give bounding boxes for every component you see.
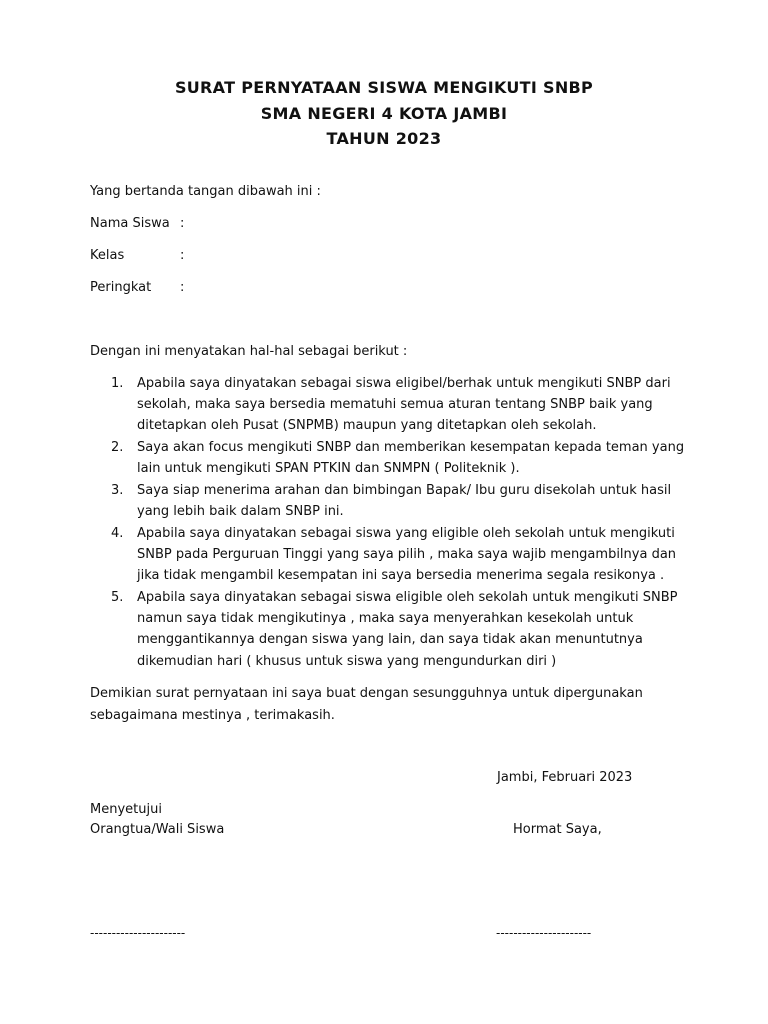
list-item-line: Saya siap menerima arahan dan bimbingan Bapak/ Ibu guru disekolah untuk hasil bbox=[137, 483, 672, 498]
closing-line: sebagaimana mestinya , terimakasih. bbox=[90, 708, 335, 723]
closing-line: Demikian surat pernyataan ini saya buat dengan sesungguhnya untuk dipergunakan bbox=[90, 686, 643, 701]
list-item-line: lain untuk mengikuti SPAN PTKIN dan SNMPN ( Politeknik ). bbox=[137, 461, 520, 476]
list-item-line: SNBP pada Perguruan Tinggi yang saya pilih , maka saya wajib mengambilnya dan bbox=[137, 547, 677, 562]
list-number: 2. bbox=[111, 440, 124, 455]
student-signature-line: ---------------------- bbox=[496, 926, 592, 940]
document-title: SURAT PERNYATAAN SISWA MENGIKUTI SNBP bbox=[174, 78, 594, 97]
list-item-line: Apabila saya dinyatakan sebagai siswa eligible oleh sekolah untuk mengikuti SNBP bbox=[137, 590, 678, 605]
field-colon: : bbox=[180, 280, 185, 295]
place-date: Jambi, Februari 2023 bbox=[497, 770, 633, 785]
list-item-line: dikemudian hari ( khusus untuk siswa yang mengundurkan diri ) bbox=[137, 654, 557, 669]
list-number: 1. bbox=[111, 376, 124, 391]
list-item-line: yang lebih baik dalam SNBP ini. bbox=[137, 504, 344, 519]
list-item-line: Saya akan focus mengikuti SNBP dan memberikan kesempatan kepada teman yang bbox=[137, 440, 685, 455]
field-label-peringkat: Peringkat bbox=[90, 280, 152, 295]
approval-label: Menyetujui bbox=[90, 802, 162, 817]
student-signature-label: Hormat Saya, bbox=[513, 822, 602, 837]
list-item-line: menggantikannya dengan siswa yang lain, dan saya tidak akan menuntutnya bbox=[137, 632, 643, 647]
field-colon: : bbox=[180, 248, 185, 263]
list-item-line: Apabila saya dinyatakan sebagai siswa eligibel/berhak untuk mengikuti SNBP dari bbox=[137, 376, 671, 391]
parent-signature-line: ---------------------- bbox=[90, 926, 186, 940]
parent-signature-label: Orangtua/Wali Siswa bbox=[90, 822, 225, 837]
document-year: TAHUN 2023 bbox=[326, 129, 442, 148]
list-item-line: Apabila saya dinyatakan sebagai siswa yang eligible oleh sekolah untuk mengikuti bbox=[137, 526, 675, 541]
field-colon: : bbox=[180, 216, 185, 231]
field-label-nama-siswa: Nama Siswa bbox=[90, 216, 170, 231]
list-number: 3. bbox=[111, 483, 124, 498]
statement-intro: Dengan ini menyatakan hal-hal sebagai berikut : bbox=[90, 344, 408, 359]
school-name: SMA NEGERI 4 KOTA JAMBI bbox=[260, 104, 508, 123]
list-item-line: jika tidak mengambil kesempatan ini saya bersedia menerima segala resikonya . bbox=[137, 568, 665, 583]
list-number: 5. bbox=[111, 590, 124, 605]
list-number: 4. bbox=[111, 526, 124, 541]
list-item-line: sekolah, maka saya bersedia mematuhi semua aturan tentang SNBP baik yang bbox=[137, 397, 653, 412]
list-item-line: ditetapkan oleh Pusat (SNPMB) maupun yang ditetapkan oleh sekolah. bbox=[137, 418, 597, 433]
list-item-line: namun saya tidak mengikutinya , maka saya menyerahkan kesekolah untuk bbox=[137, 611, 634, 626]
field-label-kelas: Kelas bbox=[90, 248, 125, 263]
intro-text: Yang bertanda tangan dibawah ini : bbox=[90, 184, 321, 199]
